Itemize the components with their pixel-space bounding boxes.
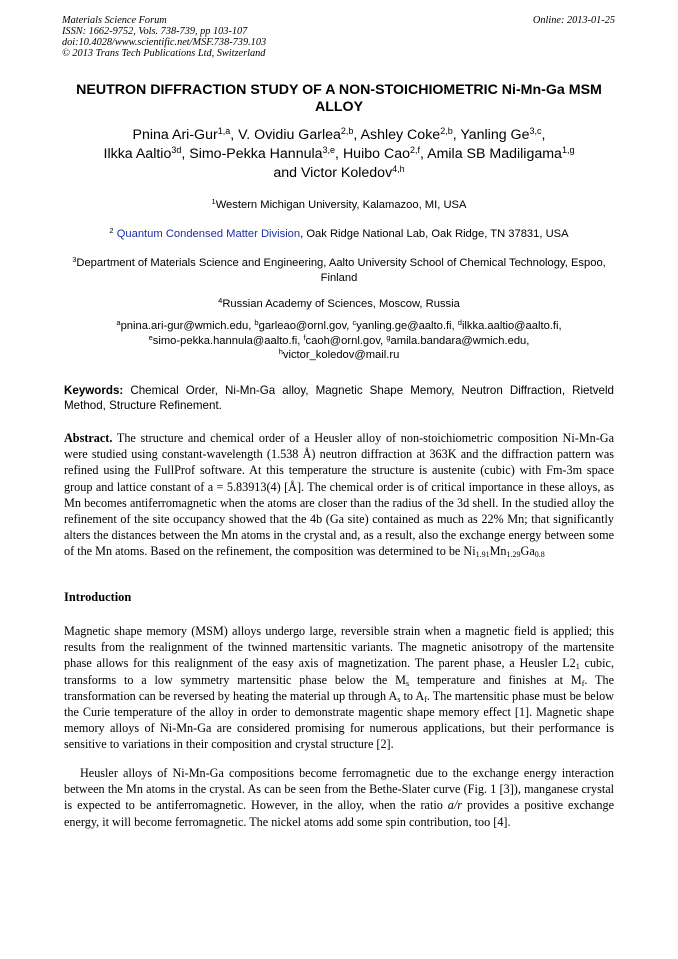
abstract-text: The structure and chemical order of a Heusler alloy of non-stoichiometric composition Ni-Mn-Ga were studied using constant-wavelength (1.538 Å) neutron diffraction at 363K and the diffraction pattern was refined using the FullProf software. At this temperature the structure is austenite (cubic) with Fm-3m space group and lattice constant of a = 5.83913(4) [Å]. The chemical order is of critical importance in these alloys, as Mn becomes antiferromagnetic when the atoms are closer than the radius of the 3d shell. In the studied alloy the refinement of the site occupancy showed that the 4b (Ga site) contained as much as 22% Mn; that significantly alters the distances between the Mn atoms in the crystal and, as a result, also the exchange energy between some of the Mn atoms. Based on the refinement, the composition was determined to be [64, 431, 614, 559]
affiliation-3 [66, 256, 612, 286]
author-name: V. Ovidiu Garlea [238, 127, 341, 143]
affil-marker: 2 [109, 226, 114, 235]
author-affil-sup: 2,b [440, 126, 453, 136]
author-affil-sup: 3d [171, 145, 182, 155]
affil-text: Russian Academy of Sciences, Moscow, Russia [222, 298, 460, 310]
author-name: Simo-Pekka Hannula [189, 146, 323, 162]
paper-title: NEUTRON DIFFRACTION STUDY OF A NON-STOICHIOMETRIC Ni-Mn-Ga MSM ALLOY [76, 82, 602, 115]
author-affil-sup: 2,b [340, 126, 354, 136]
keywords-paragraph [64, 383, 614, 413]
affiliation-1 [66, 198, 612, 213]
affiliation-4 [66, 297, 612, 312]
affil-text: Western Michigan University, Kalamazoo, MI, USA [215, 199, 467, 211]
affiliation-2 [66, 227, 612, 242]
journal-name: Materials Science Forum [62, 15, 167, 26]
author-name: Amila SB Madiligama [427, 146, 562, 162]
email-link[interactable]: garleao@ornl.gov, [258, 320, 350, 332]
affil-marker: 3 [72, 255, 77, 264]
email-link[interactable]: pnina.ari-gur@wmich.edu, [120, 320, 252, 332]
author-name: Ilkka Aaltio [103, 146, 172, 162]
affil-text: , Oak Ridge National Lab, Oak Ridge, TN 37831, USA [300, 228, 569, 240]
author-list: Pnina Ari-Gur$^{1,a}$, V. Ovidiu Garlea$^{2,b}$, Ashley Coke$^{2,b}$, Yanling Ge$^{3,c}$, Ilkka Aaltio$^{3d}$, Simo-Pekka Hannula$^{3,e}$, Huibo Cao$^{2,f}$, Amila SB Madiligama$^{1,g}$ and Victor Koledov$^{4,h}$ [103, 126, 575, 181]
author-affil-sup: 1,g [561, 145, 575, 155]
author-name: Huibo Cao [342, 146, 410, 162]
online-date: Online: 2013-01-25 [532, 15, 615, 26]
division-link[interactable]: Quantum Condensed Matter Division [116, 228, 301, 240]
affil-marker: 1 [211, 197, 216, 206]
intro-paragraph-1: Magnetic shape memory (MSM) alloys undergo large, reversible strain when a magnetic field is applied; this results from the realignment of the twinned martensitic variants. The magnetic anisotropy of the martensite phase allows for this realignment of the easy axis of magnetization. The parent phase, a Heusler $L2_1$ cubic, transforms to a low symmetry martensitic phase below the $M_s$ temperature and finishes at $M_f$. The transformation can be reversed by heating the material up through $A_s$ to $A_f$. The martensitic phase must be below the Curie temperature of the alloy in order to demonstrate magentic shape memory effect [1]. Magnetic shape memory alloys of Ni-Mn-Ga are considered promising for numerous applications, but their performance is sensitive to variations in their composition and crystal structure [2]. [64, 624, 614, 752]
author-name: Ashley Coke [360, 127, 441, 143]
author-name: Yanling Ge [460, 127, 530, 143]
author-name: Victor Koledov [300, 165, 393, 181]
email-link[interactable]: caoh@ornl.gov, [305, 334, 384, 347]
abstract-label: Abstract. [64, 431, 113, 445]
email-link[interactable]: victor_koledov@mail.ru [282, 349, 400, 361]
author-name: Pnina Ari-Gur [132, 127, 218, 143]
email-link[interactable]: ilkka.aaltio@aalto.fi, [461, 320, 562, 332]
author-affil-sup: 3,e [322, 145, 336, 155]
keywords-label: Keywords: [64, 384, 124, 397]
author-affil-sup: 4,h [392, 164, 405, 174]
email-link[interactable]: yanling.ge@aalto.fi, [356, 320, 455, 332]
formula: $Ni_{1.91}Mn_{1.29}Ga_{0.8}$ [463, 544, 545, 560]
email-link[interactable]: simo-pekka.hannula@aalto.fi, [152, 334, 301, 347]
author-emails: $^a$pnina.ari-gur@wmich.edu, $^b$garleao@ornl.gov, $^c$yanling.ge@aalto.fi, $^d$ilkka.aaltio@aalto.fi, $^e$simo-pekka.hannula@aalto.fi, $^f$caoh@ornl.gov, $^g$amila.bandara@wmich.edu, $^h$victor_koledov@mail.ru [116, 318, 562, 361]
section-heading-introduction: Introduction [64, 590, 132, 604]
intro-paragraph-2: Heusler alloys of Ni-Mn-Ga compositions become ferromagnetic due to the exchange energy interaction between the Mn atoms in the crystal. As can be seen from the Bethe-Slater curve (Fig. 1 [3]), manganese crystal is expected to be antiferromagnetic. However, in the alloy, when the ratio a/r provides a positive exchange energy, it will become ferromagnetic. The nickel atoms add some spin contribution, too [4]. [64, 766, 614, 829]
copyright-line: © 2013 Trans Tech Publications Ltd, Switzerland [62, 48, 266, 59]
author-affil-sup: 2,f [409, 145, 420, 155]
doi-line: doi:10.4028/www.scientific.net/MSF.738-739.103 [62, 37, 267, 48]
journal-header [62, 15, 266, 59]
keywords-text: Chemical Order, Ni-Mn-Ga alloy, Magnetic Shape Memory, Neutron Diffraction, Rietveld Method, Structure Refinement. [64, 384, 614, 412]
abstract-paragraph [64, 430, 614, 560]
email-link[interactable]: amila.bandara@wmich.edu, [390, 334, 530, 347]
author-affil-sup: 3,c [529, 126, 542, 136]
affil-text: Department of Materials Science and Engineering, Aalto University School of Chemical Technology, Espoo, Finland [76, 257, 606, 284]
author-affil-sup: 1,a [217, 126, 231, 136]
issn-line: ISSN: 1662-9752, Vols. 738-739, pp 103-107 [62, 26, 248, 37]
affil-marker: 4 [218, 296, 223, 305]
